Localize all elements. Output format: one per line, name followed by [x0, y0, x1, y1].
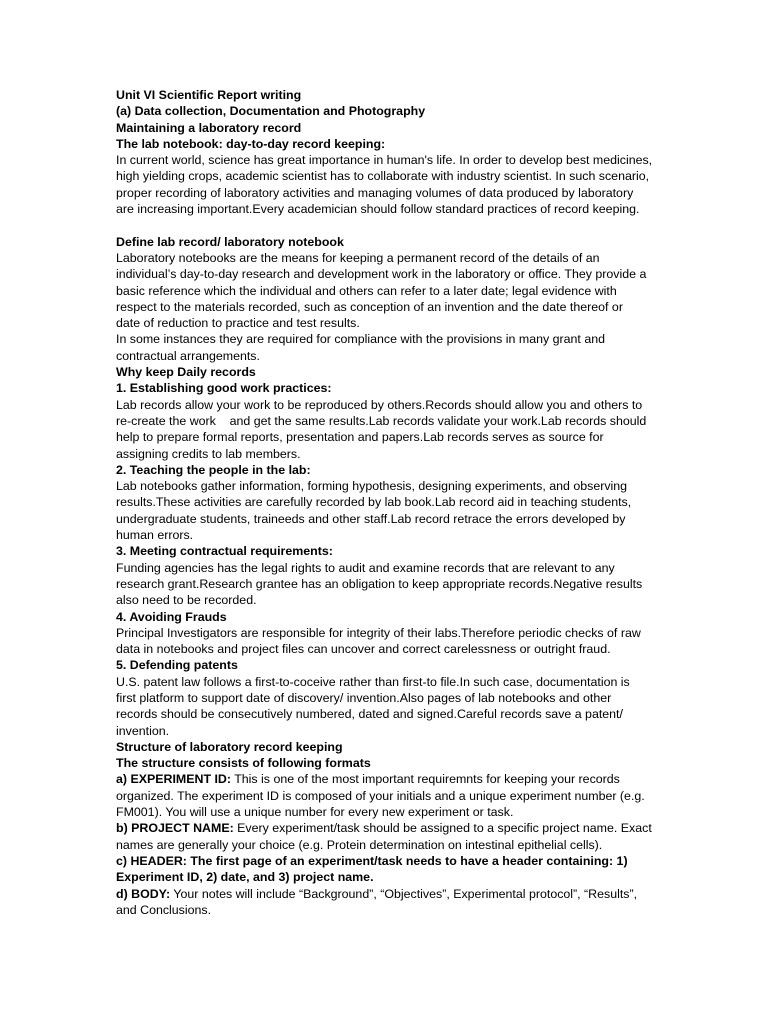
section-heading: 2. Teaching the people in the lab: [116, 462, 311, 477]
structure-item-project-name [116, 820, 691, 853]
paragraph-line: Experiment ID, 2) date, and 3) project name. [116, 870, 374, 885]
paragraph-line [116, 820, 691, 836]
section-heading: 4. Avoiding Frauds [116, 609, 227, 624]
intro-paragraph [116, 152, 691, 217]
paragraph-line [116, 886, 691, 902]
why-section-1 [116, 380, 691, 461]
paragraph-line: first platform to support date of discovery/ invention.Also pages of lab notebooks and other [116, 690, 612, 705]
paragraph-line [116, 771, 691, 787]
topic-heading: Maintaining a laboratory record [116, 120, 302, 135]
paragraph-line: invention. [116, 723, 170, 738]
paragraph-line: results.These activities are carefully recorded by lab book.Lab record aid in teaching students, [116, 495, 632, 510]
item-label: d) BODY: [116, 886, 171, 901]
paragraph-line: re-create the work and get the same results.Lab records validate your work.Lab records should [116, 413, 647, 428]
paragraph-line: individual’s day-to-day research and development work in the laboratory or office. They provide a [116, 267, 647, 282]
paragraph-line: contractual arrangements. [116, 348, 260, 363]
paragraph-line: and Conclusions. [116, 902, 212, 917]
item-label: c) HEADER: The first page of an experiment/task needs to have a header containing: 1) [116, 853, 628, 868]
paragraph-line: data in notebooks and project files can uncover and correct carelessness or outright fraud. [116, 642, 611, 657]
item-text: Every experiment/task should be assigned to a specific project name. Exact [233, 821, 652, 836]
paragraph-line: undergraduate students, traineeds and other staff.Lab record retrace the errors developed by [116, 511, 626, 526]
structure-subheading: The structure consists of following formats [116, 756, 371, 771]
item-text: Your notes will include “Background”, “Objectives”, Experimental protocol”, “Results”, [170, 886, 638, 901]
item-text: This is one of the most important requiremnts for keeping your records [230, 772, 620, 787]
paragraph-line: organized. The experiment ID is composed of your initials and a unique experiment number (e.g. [116, 788, 645, 803]
section-heading: 3. Meeting contractual requirements: [116, 544, 333, 559]
paragraph-line: basic reference which the individual and others can refer to a later date; legal evidence with [116, 283, 617, 298]
paragraph-line: In current world, science has great importance in human's life. In order to develop best medicines, [116, 153, 653, 168]
paragraph-line: In some instances they are required for compliance with the provisions in many grant and [116, 332, 605, 347]
paragraph-line: Funding agencies has the legal rights to audit and examine records that are relevant to any [116, 560, 615, 575]
paragraph-line: records should be consecutively numbered, dated and signed.Careful records save a patent/ [116, 707, 623, 722]
blank-line [116, 217, 691, 233]
structure-item-header [116, 853, 691, 886]
why-heading: Why keep Daily records [116, 365, 256, 380]
paragraph-line: Principal Investigators are responsible for integrity of their labs.Therefore periodic checks of raw [116, 625, 641, 640]
paragraph-line: respect to the materials recorded, such as conception of an invention and the date thereof or [116, 299, 623, 314]
paragraph-line: research grant.Research grantee has an obligation to keep appropriate records.Negative results [116, 576, 643, 591]
section-heading: 1. Establishing good work practices: [116, 381, 332, 396]
paragraph-line: proper recording of laboratory activities and managing volumes of data produced by laboratory [116, 185, 634, 200]
item-label: a) EXPERIMENT ID: [116, 772, 231, 787]
document-page [116, 87, 691, 918]
paragraph-line: names are generally your choice (e.g. Protein determination on intestinal epithelial cells). [116, 837, 603, 852]
paragraph-line: human errors. [116, 528, 194, 543]
paragraph-line: assigning credits to lab members. [116, 446, 301, 461]
item-label: b) PROJECT NAME: [116, 821, 234, 836]
why-section-4 [116, 609, 691, 658]
paragraph-line: also need to be recorded. [116, 593, 257, 608]
structure-item-experiment-id [116, 771, 691, 820]
subtopic-heading: The lab notebook: day-to-day record keeping: [116, 136, 386, 151]
why-section-2 [116, 462, 691, 543]
paragraph-line: FM001). You will use a unique number for every new experiment or task. [116, 805, 514, 820]
paragraph-line: help to prepare formal reports, presentation and papers.Lab records serves as source for [116, 430, 604, 445]
define-heading: Define lab record/ laboratory notebook [116, 234, 344, 249]
paragraph-line: Laboratory notebooks are the means for keeping a permanent record of the details of an [116, 250, 600, 265]
why-section-3 [116, 543, 691, 608]
paragraph-line: Lab records allow your work to be reproduced by others.Records should allow you and others to [116, 397, 643, 412]
structure-heading: Structure of laboratory record keeping [116, 739, 343, 754]
paragraph-line: Lab notebooks gather information, forming hypothesis, designing experiments, and observing [116, 479, 628, 494]
subunit-heading: (a) Data collection, Documentation and Photography [116, 104, 426, 119]
paragraph-line: are increasing important.Every academician should follow standard practices of record keeping. [116, 202, 640, 217]
section-heading: 5. Defending patents [116, 658, 238, 673]
define-paragraph [116, 250, 691, 364]
structure-item-body [116, 886, 691, 919]
unit-heading: Unit VI Scientific Report writing [116, 88, 302, 102]
why-section-5 [116, 657, 691, 738]
paragraph-line: U.S. patent law follows a first-to-coceive rather than first-to file.In such case, documentation is [116, 674, 630, 689]
paragraph-line: high yielding crops, academic scientist has to collaborate with industry scientist. In such scenario, [116, 169, 650, 184]
paragraph-line: date of reduction to practice and test results. [116, 316, 360, 331]
